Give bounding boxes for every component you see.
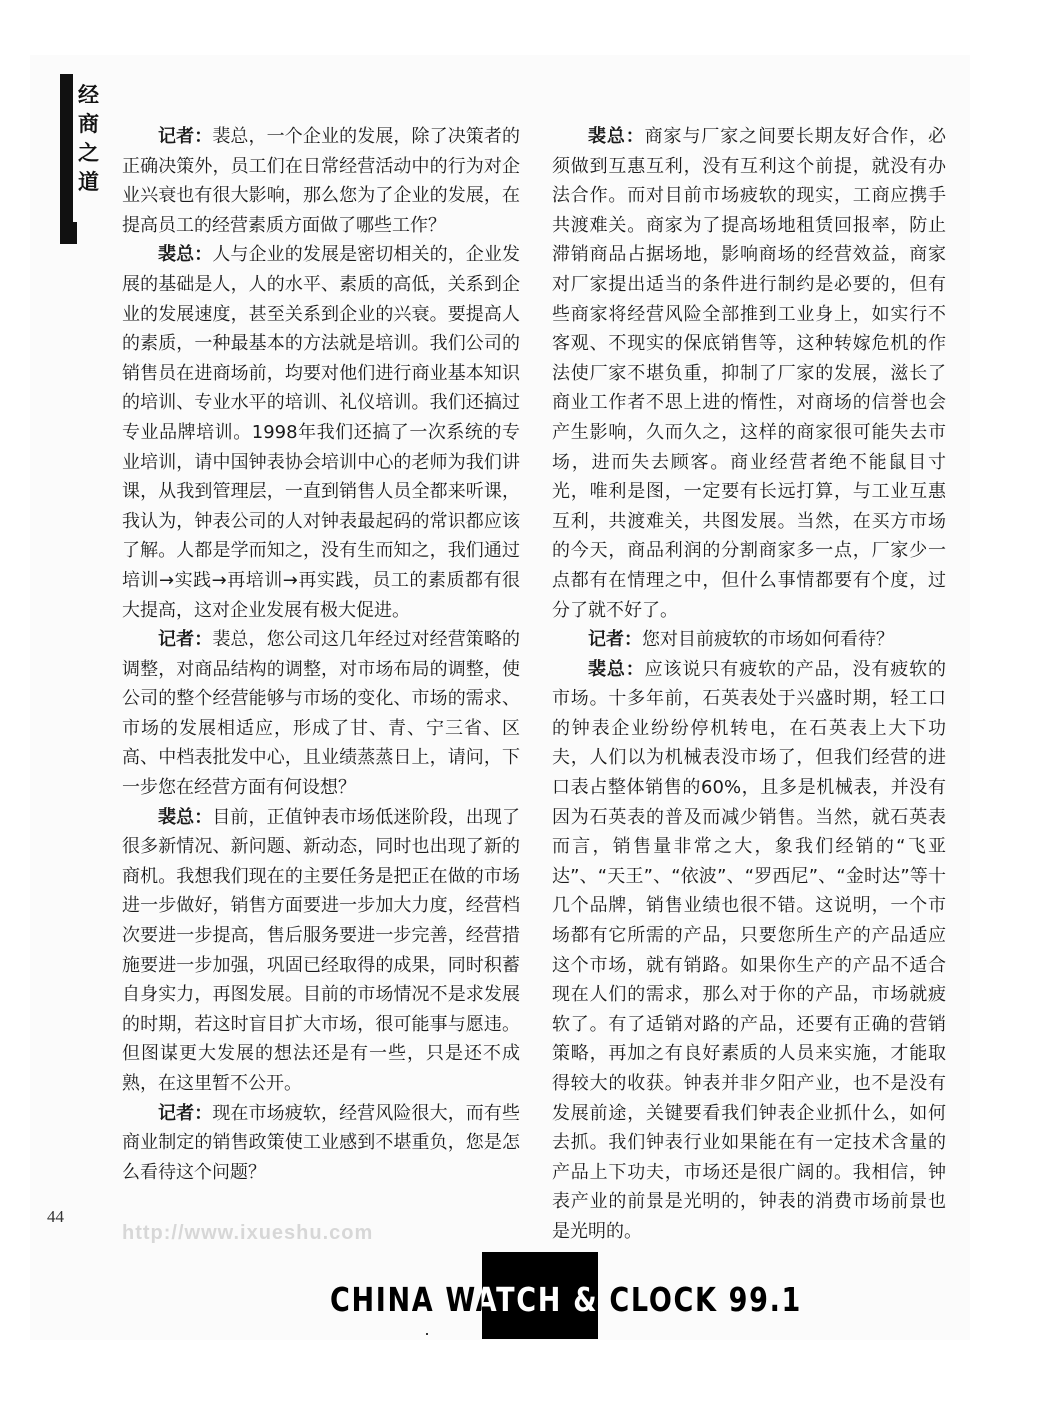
speaker-label: 记者： [158,126,213,147]
print-speck [426,1333,428,1335]
speaker-label: 裴总： [588,126,645,147]
masthead-title: CHINA WATCH & CLOCK 99.1 [330,1280,802,1319]
paragraph-text: 商家与厂家之间要长期友好合作，必须做到互惠互利，没有互利这个前提，就没有办法合作。而对目前市场疲软的现实，工商应携手共渡难关。商家为了提高场地租赁回报率，防止滞销商品占据场地，影响商场的经营效益，商家对厂家提出适当的条件进行制约是必要的，但有些商家将经营风险全部推到工业身上，如实行不客观、不现实的保底销售等，这种转嫁危机的作法使厂家不堪负重，抑制了厂家的发展，滋长了商业工作者不思上进的惰性，对商场的信誉也会产生影响，久而久之，这样的商家很可能失去市场，进而失去顾客。商业经营者绝不能鼠目寸光，唯利是图，一定要有长远打算，与工业互惠互利，共渡难关，共图发展。当然，在买方市场的今天，商品利润的分割商家多一点，厂家少一点都有在情理之中，但什么事情都要有个度，过分了就不好了。 [552,126,947,621]
paragraph-text: 人与企业的发展是密切相关的，企业发展的基础是人，人的水平、素质的高低，关系到企业的发展速度，甚至关系到企业的兴衰。要提高人的素质，一种最基本的方法就是培训。我们公司的销售员在进商场前，均要对他们进行商业基本知识的培训、专业水平的培训、礼仪培训。我们还搞过专业品牌培训。1998年我们还搞了一次系统的专业培训，请中国钟表协会培训中心的老师为我们讲课，从我到管理层，一直到销售人员全都来听课，我认为，钟表公司的人对钟表最起码的常识都应该了解。人都是学而知之，没有生而知之，我们通过培训→实践→再培训→再实践，员工的素质都有很大提高，这对企业发展有极大促进。 [122,244,521,621]
interview-paragraph [122,1099,520,1188]
page-number: 44 [47,1207,64,1226]
interview-paragraph [552,655,946,1247]
paragraph-text: 裴总，一个企业的发展，除了决策者的正确决策外，员工们在日常经营活动中的行为对企业兴衰也有很大影响，那么您为了企业的发展，在提高员工的经营素质方面做了哪些工作？ [122,126,521,236]
paragraph-text: 您对目前疲软的市场如何看待？ [642,629,894,651]
paragraph-text: 目前，正值钟表市场低迷阶段，出现了很多新情况、新问题、新动态，同时也出现了新的商机。我想我们现在的主要任务是把正在做的市场进一步做好，销售方面要进一步加大力度，经营档次要进一步提高，售后服务要进一步完善，经营措施要进一步加强，巩固已经取得的成果，同时积蓄自身实力，再图发展。目前的市场情况不是求发展的时期，若这时盲目扩大市场，很可能事与愿违。但图谋更大发展的想法还是有一些，只是还不成熟，在这里暂不公开。 [122,806,521,1094]
speaker-label: 记者： [158,629,213,651]
interview-paragraph [552,625,946,655]
right-column [552,122,946,1247]
left-column [122,122,520,1187]
section-bar-foot-decoration [60,222,77,244]
interview-paragraph [122,803,520,1099]
watermark: http://www.ixueshu.com [122,1222,374,1244]
speaker-label: 裴总： [588,658,645,680]
interview-paragraph [552,122,946,625]
interview-paragraph [122,240,520,625]
paragraph-text: 裴总，您公司这几年经过对经营策略的调整，对商品结构的调整，对市场布局的调整，使公司的整个经营能够与市场的变化、市场的需求、市场的发展相适应，形成了甘、青、宁三省、区高、中档表批发中心，且业绩蒸蒸日上，请问，下一步您在经营方面有何设想？ [122,629,521,799]
section-bar-decoration [60,74,73,244]
speaker-label: 记者： [158,1102,213,1124]
speaker-label: 裴总： [158,244,213,266]
interview-paragraph [122,122,520,240]
speaker-label: 裴总： [158,806,213,828]
interview-paragraph [122,625,520,803]
paragraph-text: 现在市场疲软，经营风险很大，而有些商业制定的销售政策使工业感到不堪重负，您是怎么看待这个问题？ [122,1102,521,1183]
speaker-label: 记者： [588,629,642,651]
section-title: 经商之道 [78,82,99,194]
paragraph-text: 应该说只有疲软的产品，没有疲软的市场。十多年前，石英表处于兴盛时期，轻工口的钟表企业纷纷停机转电，在石英表上大下功夫，人们以为机械表没市场了，但我们经营的进口表占整体销售的60%，且多是机械表，并没有因为石英表的普及而减少销售。当然，就石英表而言，销售量非常之大，象我们经销的“飞亚达”、“天王”、“依波”、“罗西尼”、“金时达”等十几个品牌，销售业绩也很不错。这说明，一个市场都有它所需的产品，只要您所生产的产品适应这个市场，就有销路。如果你生产的产品不适合现在人们的需求，那么对于你的产品，市场就疲软了。有了适销对路的产品，还要有正确的营销策略，再加之有良好素质的人员来实施，才能取得较大的收获。钟表并非夕阳产业，也不是没有发展前途，关键要看我们钟表企业抓什么，如何去抓。我们钟表行业如果能在有一定技术含量的产品上下功夫，市场还是很广阔的。我相信，钟表产业的前景是光明的，钟表的消费市场前景也是光明的。 [552,658,947,1242]
